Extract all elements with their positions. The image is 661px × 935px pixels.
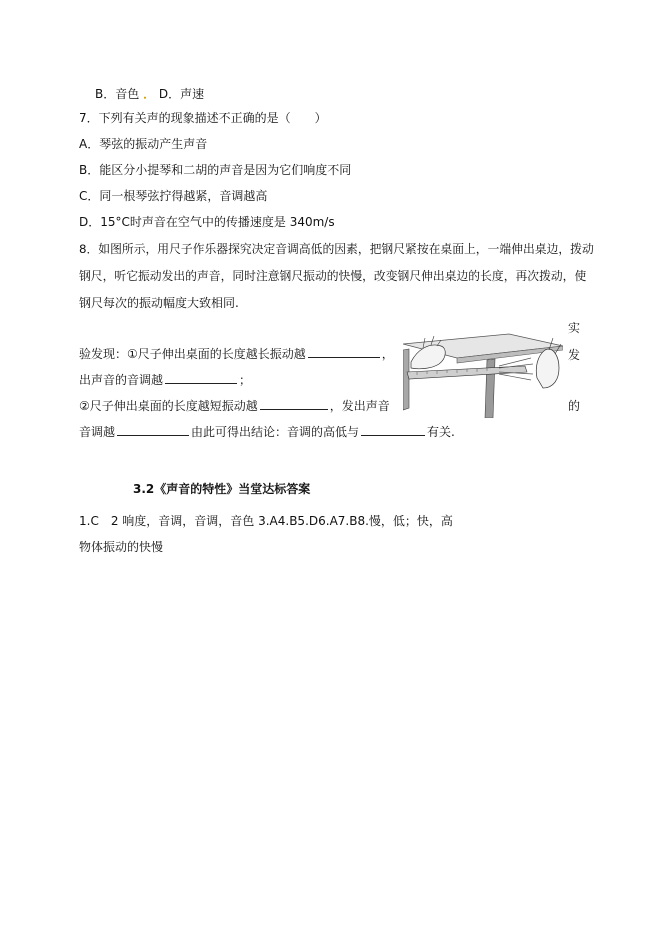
answers-line-1: 1.C 2 响度，音调，音调，音色 3.A4.B5.D6.A7.B8.慢，低；快，高 [79,514,453,528]
q8-finding-4-mid: 由此可得出结论：音调的高低与 [191,425,360,439]
q7-option-b: B．能区分小提琴和二胡的声音是因为它们响度不同 [79,163,352,177]
answer-blank-4[interactable] [117,424,189,436]
answers-title: 3.2《声音的特性》当堂达标答案 [133,482,311,496]
q8-side-char-2: 发 [568,348,581,362]
answers-line-2: 物体振动的快慢 [79,540,164,554]
q8-finding-3-text: ②尺子伸出桌面的长度越短振动越 [79,399,258,413]
q8-side-char-3: 的 [568,399,581,413]
answer-blank-3[interactable] [260,398,328,410]
q6-options [95,86,204,102]
answer-blank-2[interactable] [165,372,237,384]
q8-finding-2-text: 出声音的音调越 [79,373,164,387]
q8-finding-2-end: ； [239,373,252,387]
q8-stem-line1: 8．如图所示，用尺子作乐器探究决定音调高低的因素，把钢尺紧按在桌面上，一端伸出桌边，拨动 [79,242,594,256]
right-hand [536,349,559,388]
answer-blank-5[interactable] [361,424,425,436]
q8-side-char-1: 实 [568,321,581,335]
q8-stem-line3: 钢尺每次的振动幅度大致相同. [79,296,239,310]
q8-finding-1-end: ， [381,347,394,361]
q8-finding-2 [79,372,251,388]
q8-finding-1-text: 验发现：①尺子伸出桌面的长度越长振动越 [79,347,306,361]
q6-option-d: D．声速 [158,87,205,101]
ruler-on-table-illustration [403,328,563,418]
q8-stem-line2: 钢尺，听它振动发出的声音，同时注意钢尺振动的快慢，改变钢尺伸出桌边的长度，再次拨动，使 [79,269,587,283]
q7-stem: 7．下列有关声的现象描述不正确的是（ ） [79,111,327,125]
left-hand [411,345,445,369]
q8-finding-3-end: ，发出声音 [329,399,390,413]
answer-blank-1[interactable] [308,346,380,358]
q7-option-a: A．琴弦的振动产生声音 [79,137,208,151]
q6-option-b: B．音色 [95,87,140,101]
q7-option-c: C．同一根琴弦拧得越紧，音调越高 [79,189,268,203]
q8-finding-3 [79,398,390,414]
q6-option-separator: ． [143,87,156,101]
q7-option-d: D．15°C时声音在空气中的传播速度是 340m/s [79,215,335,229]
q8-finding-1 [79,346,394,362]
table-leg-back [403,349,409,410]
q8-finding-4-text: 音调越 [79,425,116,439]
q8-finding-4 [79,424,455,440]
q8-finding-4-end: 有关. [427,425,455,439]
